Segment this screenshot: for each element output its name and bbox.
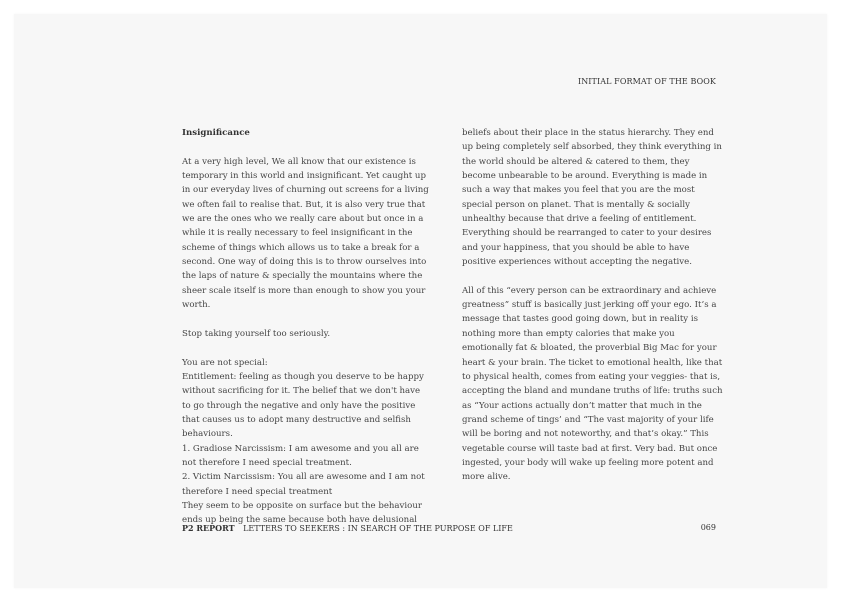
list-line: 1. Gradiose Narcissism: I am awesome and you all are not therefore I need special treatment. bbox=[182, 443, 419, 468]
section-heading: Insignificance bbox=[182, 128, 250, 138]
left-column bbox=[182, 126, 430, 528]
paragraph: Stop taking yourself too seriously. bbox=[182, 328, 331, 339]
paragraph: beliefs about their place in the status hierarchy. They end up being completely self absorbed, they think everything in the world should be altered & catered to them, they become unbearable to be around. Everything is made in such a way that makes you feel that you are the most special person on planet. That is mentally & socially unhealthy because that drive a feeling of entitlement. Everything should be rearranged to cater to your desires and your happiness, that you should be able to have positive experiences without accepting the negative. bbox=[462, 128, 722, 268]
list-line: They seem to be opposite on surface but the behaviour ends up being the same because both have delusional bbox=[182, 500, 422, 526]
list-line: Entitlement: feeling as though you deserve to be happy without sacrificing for it. The belief that we don't have to go through the negative and only have the positive that causes us to adopt many destructive and selfish behaviours. bbox=[182, 371, 424, 440]
page-footer bbox=[182, 523, 513, 533]
paragraph: All of this “every person can be extraordinary and achieve greatness” stuff is basically just jerking off your ego. It’s a message that tastes good going down, but in reality is nothing more than empty calories that make you emotionally fat & bloated, the proverbial Big Mac for your heart & your brain. The ticket to emotional health, like that to physical health, comes from eating your veggies- that is, accepting the bland and mundane truths of life: truths such as “Your actions actually don’t matter that much in the grand scheme of tings’ and “The vast majority of your life will be boring and not noteworthy, and that’s okay.” This vegetable course will taste bad at first. Very bad. But once ingested, your body will wake up feeling more potent and more alive. bbox=[462, 285, 723, 483]
book-page bbox=[14, 14, 827, 588]
right-column bbox=[462, 126, 724, 485]
report-label: P2 REPORT bbox=[182, 523, 235, 533]
paragraph: At a very high level, We all know that our existence is temporary in this world and insignificant. Yet caught up in our everyday lives of churning out screens for a living we often fail to realise that. But, it is also very true that we are the ones who we really care about but once in a while it is really necessary to feel insignificant in the scheme of things which allows us to take a break for a second. One way of doing this is to throw ourselves into the laps of nature & specially the mountains where the sheer scale itself is more than enough to show you your worth. bbox=[182, 156, 429, 311]
book-title: LETTERS TO SEEKERS : IN SEARCH OF THE PURPOSE OF LIFE bbox=[243, 524, 513, 533]
list-line: You are not special: bbox=[182, 357, 268, 368]
running-head: INITIAL FORMAT OF THE BOOK bbox=[577, 77, 716, 86]
page-number: 069 bbox=[700, 523, 716, 532]
list-line: 2. Victim Narcissism: You all are awesome and I am not therefore I need special treatment bbox=[182, 472, 425, 497]
